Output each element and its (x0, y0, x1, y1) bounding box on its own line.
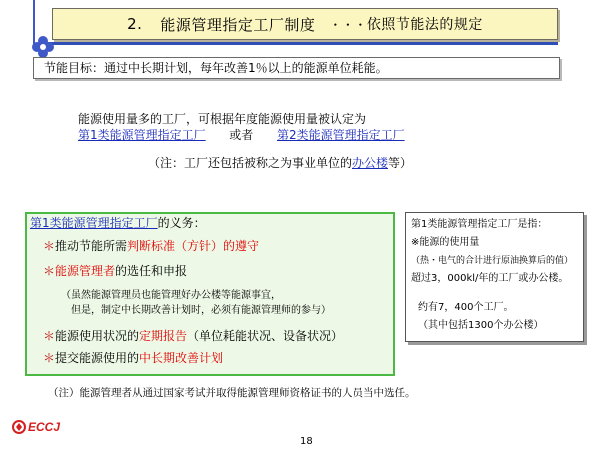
title-number: 2. (127, 15, 143, 33)
duties-heading (30, 215, 206, 231)
side-note-line: （其中包括1300个办公楼） (418, 320, 544, 331)
asterisk-icon: ＊ (43, 351, 56, 365)
asterisk-icon: ＊ (43, 329, 56, 343)
duty-item-text: 推动节能所需 (55, 239, 128, 253)
side-note-line: 第1类能源管理指定工厂是指： (411, 219, 548, 230)
side-note-line: 约有7，400个工厂。 (418, 302, 514, 313)
side-note-line: ※能源的使用量 (411, 237, 480, 248)
intro-note-prefix: （注：工厂还包括被称之为事业单位的 (148, 156, 353, 170)
side-note-box (405, 212, 584, 342)
duty-item-highlight: 能源管理者 (55, 264, 116, 278)
duty-item-highlight: 判断标准（方针）的遵守 (127, 239, 260, 253)
duty-item-highlight: 定期报告 (139, 329, 188, 343)
duty-item-text: 提交能源使用的 (55, 351, 140, 365)
duty-item-text-post: （单位耗能状况、设备状况） (187, 329, 344, 343)
footnote: （注）能源管理者从通过国家考试并取得能源管理师资格证书的人员当中选任。 (48, 387, 416, 399)
duty-item-text: 能源使用状况的 (55, 329, 140, 343)
intro-line-2 (78, 127, 405, 143)
duty-item (43, 263, 187, 279)
link-type2-factory[interactable]: 第2类能源管理指定工厂 (276, 128, 405, 142)
page-title (53, 9, 557, 39)
link-type1-factory[interactable]: 第1类能源管理指定工厂 (78, 128, 206, 142)
duty-item (43, 238, 259, 254)
duty-item (43, 328, 343, 344)
title-sub: 依照节能法的规定 (366, 17, 483, 33)
side-note-line: 超过3，000kl/年的工厂或办公楼。 (411, 273, 569, 284)
duties-heading-rest: 的义务： (157, 216, 206, 230)
title-dots: ・・・ (329, 17, 367, 32)
eccj-logo (12, 420, 60, 434)
title-box (52, 8, 558, 40)
link-office-building[interactable]: 办公楼 (352, 156, 389, 170)
page-number: 18 (300, 436, 313, 447)
title-main: 能源管理指定工厂制度 (160, 15, 316, 34)
duty-item (43, 350, 223, 366)
goal-box (33, 57, 560, 79)
title-horizontal-rule (40, 42, 558, 45)
eccj-logo-icon (12, 420, 26, 434)
asterisk-icon: ＊ (43, 264, 56, 278)
intro-note (148, 155, 412, 171)
eccj-logo-text: ECCJ (28, 420, 61, 434)
link-duties-type1[interactable]: 第1类能源管理指定工厂 (30, 216, 158, 230)
goal-text: ：通过中长期计划，每年改善1％以上的能源单位耗能。 (92, 61, 388, 75)
goal-label: 节能目标 (44, 61, 93, 75)
intro-note-suffix: 等） (388, 156, 413, 170)
intro-line-1: 能源使用量多的工厂，可根据年度能源使用量被认定为 (78, 112, 367, 126)
duties-box (25, 212, 395, 376)
intro-or: 或者 (229, 128, 254, 142)
side-note-line: （热・电气的合计进行原油换算后的值） (411, 256, 574, 266)
duty-item-highlight: 中长期改善计划 (139, 351, 224, 365)
asterisk-icon: ＊ (43, 239, 56, 253)
duty-item-text-post: 的选任和申报 (115, 264, 188, 278)
duty-paren-1: （虽然能源管理员也能管理好办公楼等能源事宜， (61, 290, 281, 301)
duty-paren-2: 但是，制定中长期改善计划时，必须有能源管理师的参与） (71, 305, 331, 316)
